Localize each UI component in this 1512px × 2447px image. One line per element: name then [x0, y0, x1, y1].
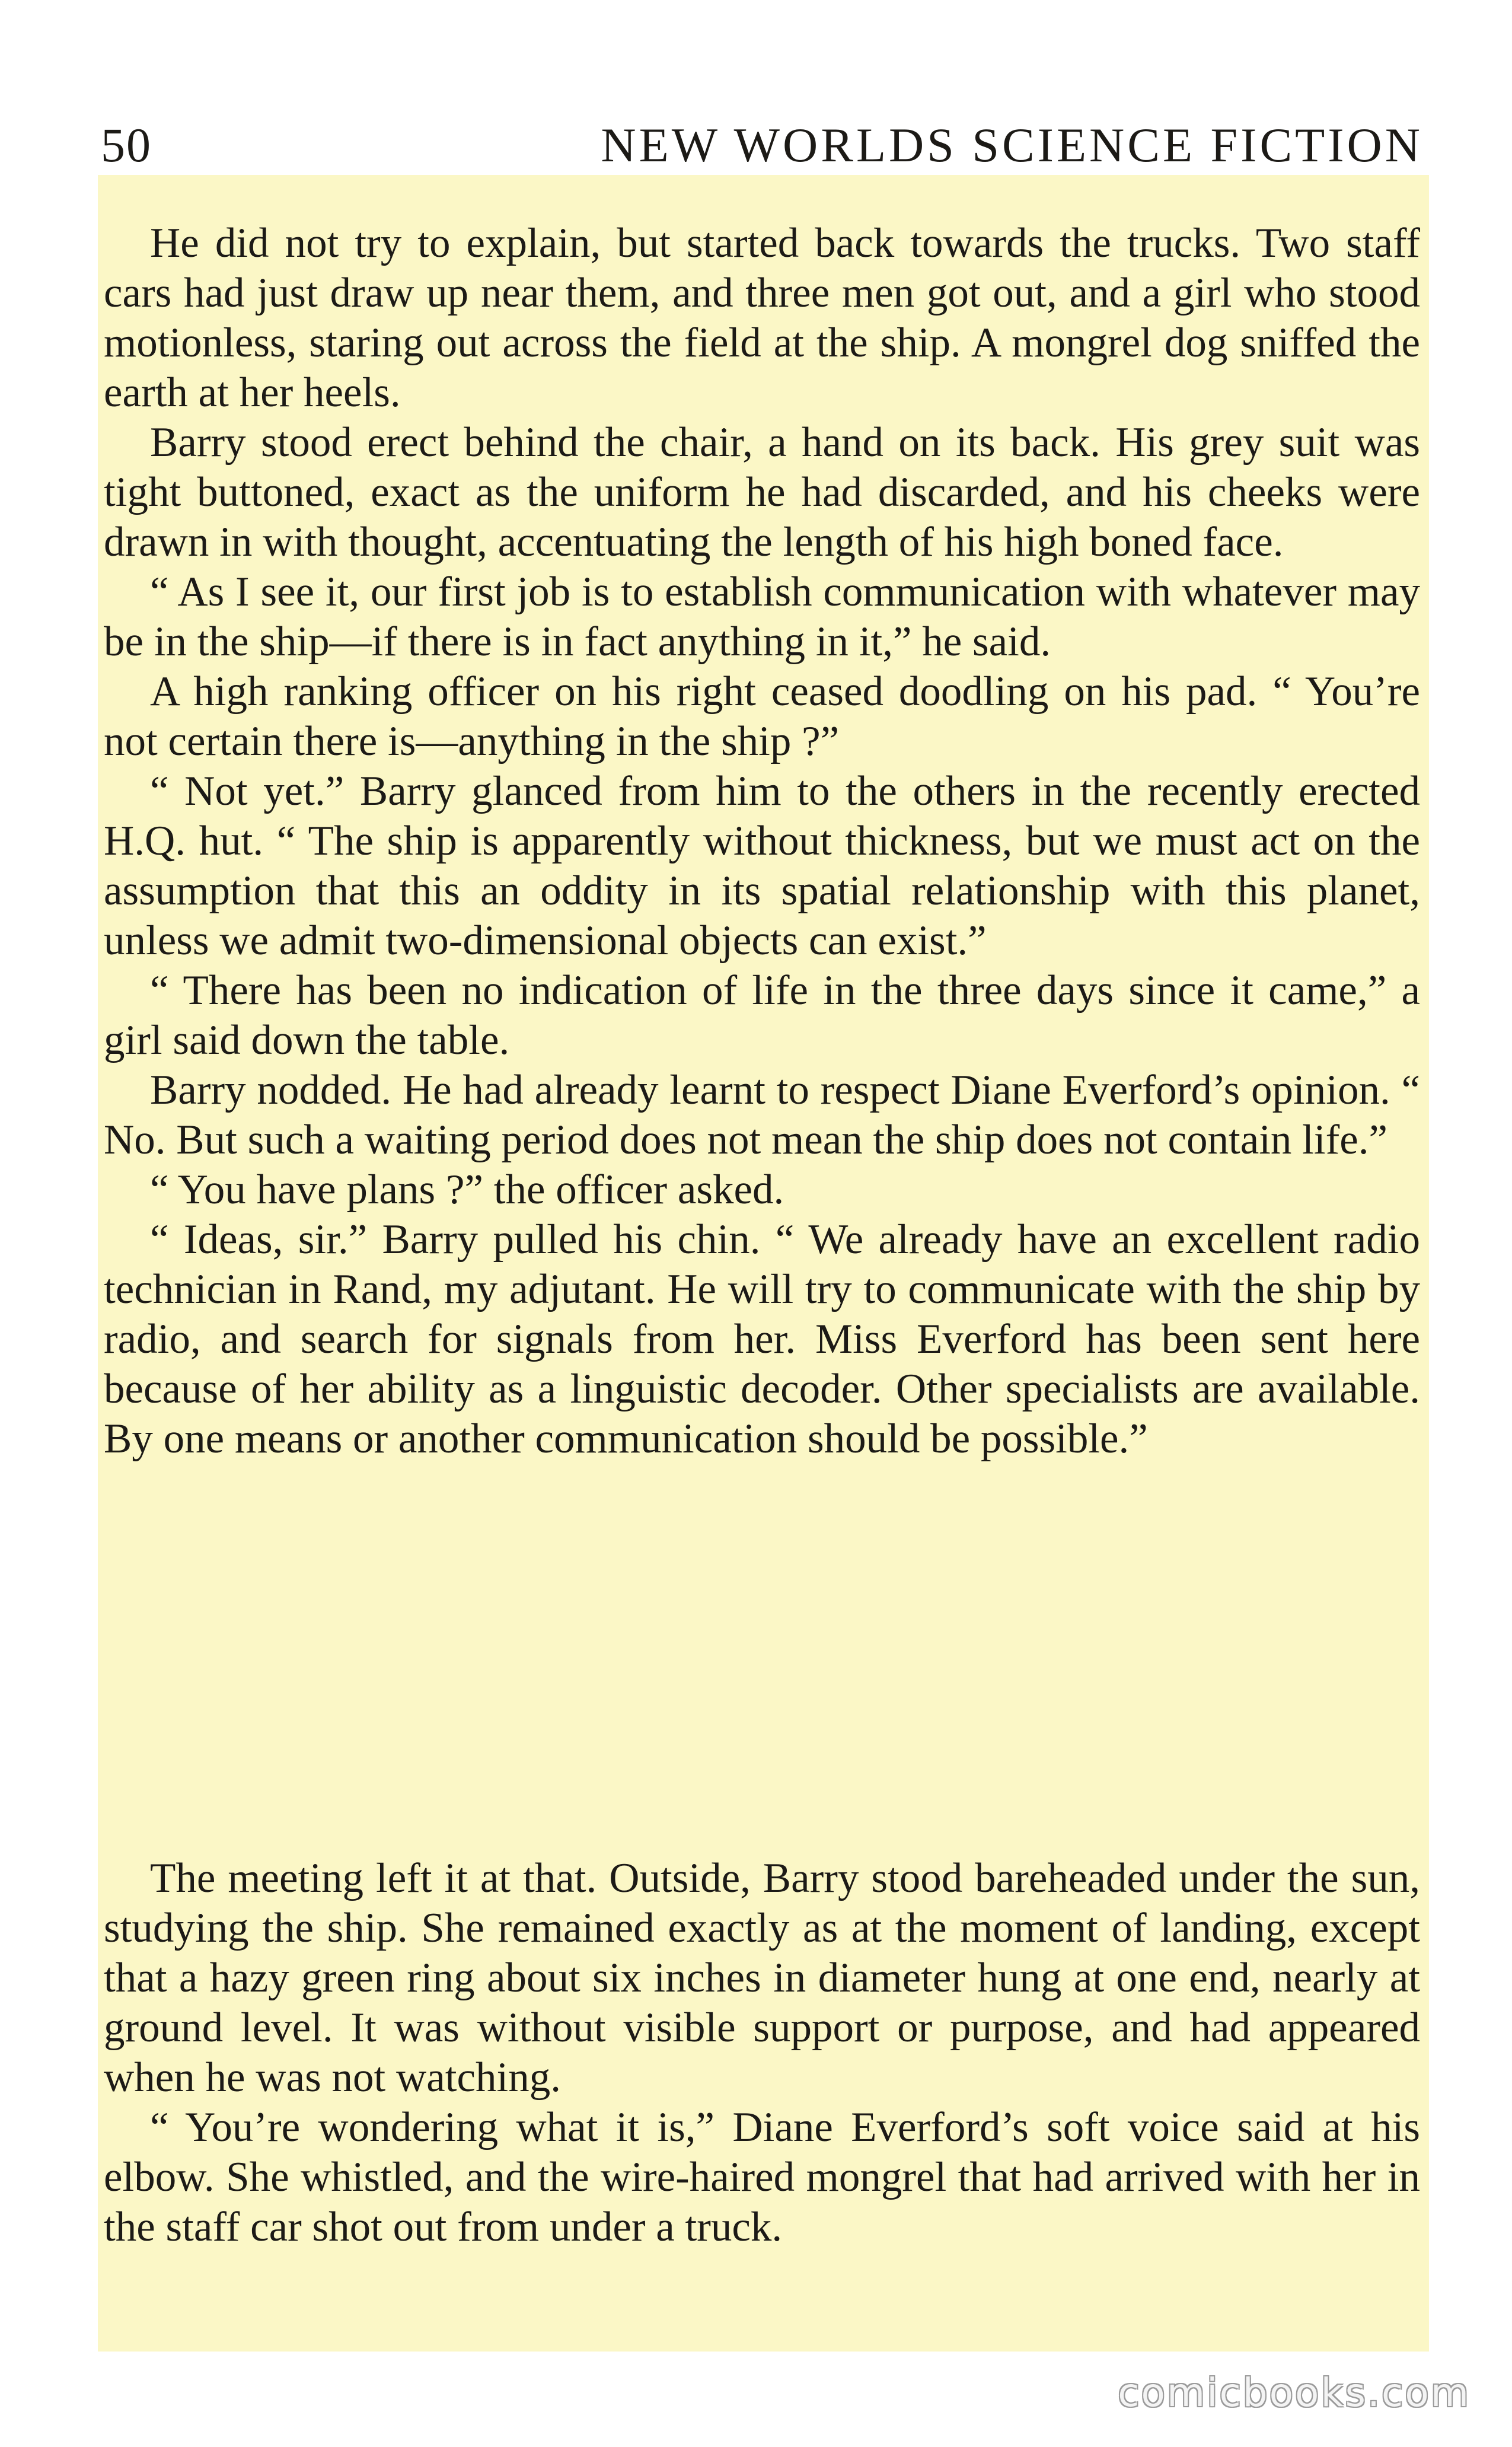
- page-number: 50: [101, 118, 152, 172]
- paragraph: Barry nodded. He had already learnt to respect Diane Everford’s opinion. “ No. But such a waiting period does not mean the ship does not contain life.”: [104, 1067, 1420, 1163]
- paragraph: “ Ideas, sir.” Barry pulled his chin. “ We already have an excellent radio technician in Rand, my adjutant. He will try to communicate with the ship by radio, and search for signals from her. Miss Everford has been sent here because of her ability as a linguistic decoder. Other specialists are available. By one means or another communication should be possible.”: [104, 1216, 1420, 1462]
- paragraph: “ There has been no indication of life in the three days since it came,” a girl said down the table.: [104, 967, 1420, 1063]
- paragraph: “ You’re wondering what it is,” Diane Everford’s soft voice said at his elbow. She whistled, and the wire-haired mongrel that had arrived with her in the staff car shot out from under a truck.: [104, 2104, 1420, 2250]
- running-title: NEW WORLDS SCIENCE FICTION: [601, 118, 1423, 172]
- paragraph: A high ranking officer on his right ceased doodling on his pad. “ You’re not certain there is—anything in the ship ?”: [104, 668, 1420, 764]
- paragraph: “ You have plans ?” the officer asked.: [150, 1167, 784, 1213]
- paragraph: “ As I see it, our first job is to establish communication with whatever may be in the ship—if there is in fact anything in it,” he said.: [104, 569, 1420, 665]
- text-block-section-two: [104, 1853, 1420, 2252]
- paragraph: He did not try to explain, but started back towards the trucks. Two staff cars had just draw up near them, and three men got out, and a girl who stood motionless, staring out across the field at the ship. A mongrel dog sniffed the earth at her heels.: [104, 220, 1420, 416]
- paragraph: The meeting left it at that. Outside, Barry stood bareheaded under the sun, studying the ship. She remained exactly as at the moment of landing, except that a hazy green ring about six inches in diameter hung at one end, nearly at ground level. It was without visible support or purpose, and had appeared when he was not watching.: [104, 1855, 1420, 2101]
- text-block-main: [104, 218, 1420, 1464]
- paragraph: Barry stood erect behind the chair, a hand on its back. His grey suit was tight buttoned, exact as the uniform he had discarded, and his cheeks were drawn in with thought, accentuating the length of his high boned face.: [104, 419, 1420, 565]
- page-header: [101, 116, 1423, 175]
- paragraph: “ Not yet.” Barry glanced from him to the others in the recently erected H.Q. hut. “ The ship is apparently without thickness, but we must act on the assumption that this an oddity in its spatial relationship with this planet, unless we admit two-dimensional objects can exist.”: [104, 768, 1420, 964]
- site-watermark: comicbooks.com: [1118, 2370, 1470, 2416]
